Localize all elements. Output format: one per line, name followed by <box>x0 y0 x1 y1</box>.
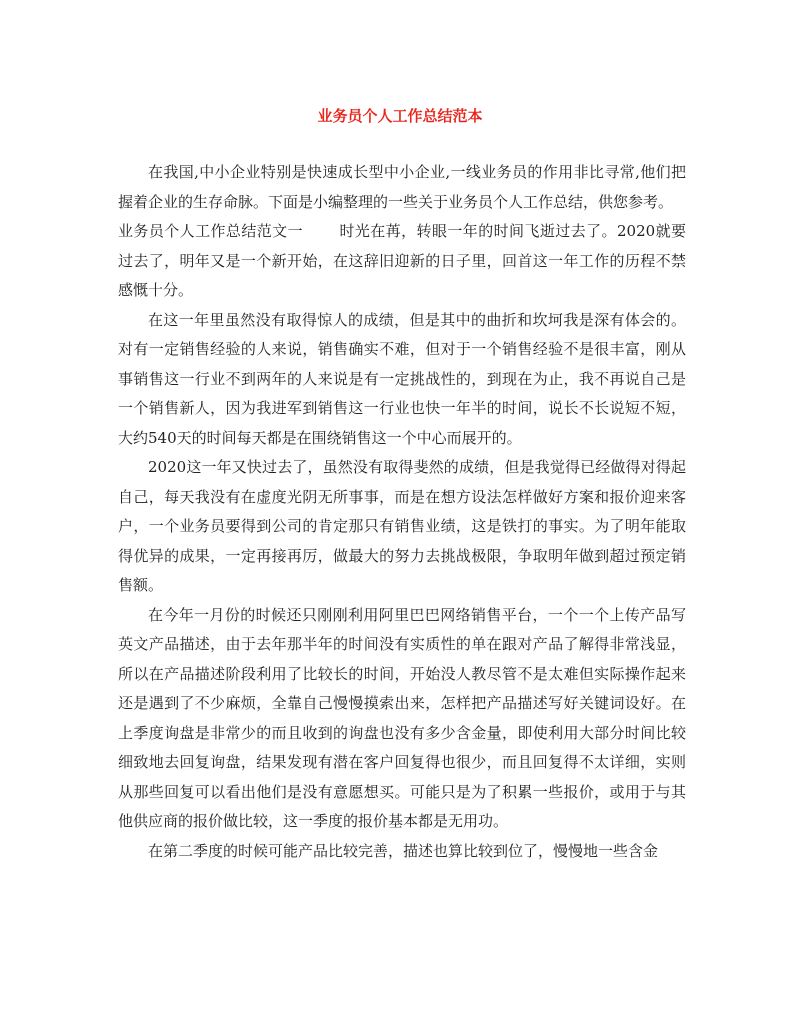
body-paragraph: 在今年一月份的时候还只刚刚利用阿里巴巴网络销售平台，一个一个上传产品写英文产品描述，由于去年那半年的时间没有实质性的单在跟对产品了解得非常浅显，所以在产品描述阶段利用了比较长的时间，开始没人教尽管不是太难但实际操作起来还是遇到了不少麻烦，全靠自己慢慢摸索出来，怎样把产品描述写好关键词设好。在上季度询盘是非常少的而且收到的询盘也没有多少含金量，即使利用大部分时间比较细致地去回复询盘，结果发现有潜在客户回复得也很少，而且回复得不太详细，实则从那些回复可以看出他们是没有意愿想买。可能只是为了积累一些报价，或用于与其他供应商的报价做比较，这一季度的报价基本都是无用功。 <box>118 605 686 830</box>
intro-paragraph: 在我国,中小企业特别是快速成长型中小企业,一线业务员的作用非比寻常,他们把握着企业的生存命脉。下面是小编整理的一些关于业务员个人工作总结，供您参考。 <box>118 163 686 211</box>
section-opening-text: 时光在苒，转眼一年的时间飞逝过去了。2020就要过去了，明年又是一个新开始，在这辞旧迎新的日子里，回首这一年工作的历程不禁感慨十分。 <box>118 222 686 299</box>
section-heading: 业务员个人工作总结范文一 <box>118 222 304 240</box>
body-paragraph: 2020这一年又快过去了，虽然没有取得斐然的成绩，但是我觉得已经做得对得起自己，每天我没有在虚度光阴无所事事，而是在想方设法怎样做好方案和报价迎来客户，一个业务员要得到公司的肯定那只有销售业绩，这是铁打的事实。为了明年能取得优异的成果，一定再接再厉，做最大的努力去挑战极限，争取明年做到超过预定销售额。 <box>118 458 686 594</box>
document-title: 业务员个人工作总结范本 <box>317 107 483 125</box>
body-paragraph: 在这一年里虽然没有取得惊人的成绩，但是其中的曲折和坎坷我是深有体会的。对有一定销售经验的人来说，销售确实不难，但对于一个销售经验不是很丰富，刚从事销售这一行业不到两年的人来说是有一定挑战性的，到现在为止，我不再说自己是一个销售新人，因为我进军到销售这一行业也快一年半的时间，说长不长说短不短，大约540天的时间每天都是在围绕销售这一个中心而展开的。 <box>118 310 686 447</box>
section-paragraph <box>118 217 686 306</box>
document-body <box>118 158 686 866</box>
body-paragraph: 在第二季度的时候可能产品比较完善，描述也算比较到位了，慢慢地一些含金 <box>148 841 659 860</box>
